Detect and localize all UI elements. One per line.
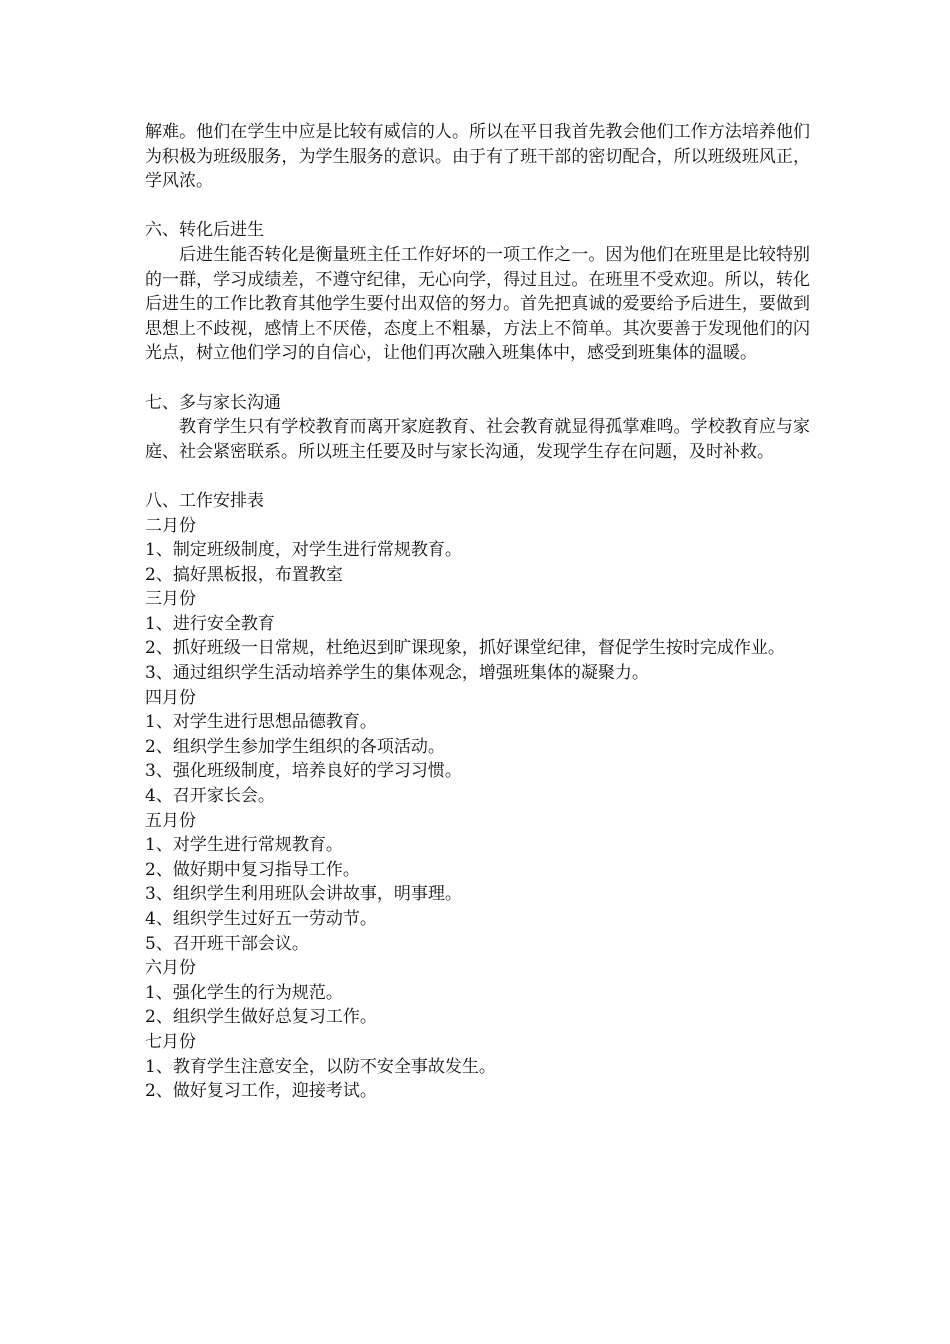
intro-paragraph: 解难。他们在学生中应是比较有威信的人。所以在平日我首先教会他们工作方法培养他们为积极为班级服务，为学生服务的意识。由于有了班干部的密切配合，所以班级班风正，学风浓。 [145, 122, 810, 192]
schedule-item: 3、通过组织学生活动培养学生的集体观念，增强班集体的凝聚力。 [145, 663, 649, 684]
schedule-item: 2、做好期中复习指导工作。 [145, 859, 360, 880]
section-6-heading: 六、转化后进生 [145, 220, 264, 241]
schedule-june [145, 956, 810, 1030]
schedule-item: 2、抓好班级一日常规，杜绝迟到旷课现象，抓好课堂纪律，督促学生按时完成作业。 [145, 638, 785, 659]
schedule-item: 2、搞好黑板报，布置教室 [145, 564, 343, 585]
month-label: 五月份 [145, 810, 196, 831]
schedule-march [145, 587, 810, 685]
month-label: 四月份 [145, 687, 196, 708]
schedule-item: 2、做好复习工作，迎接考试。 [145, 1081, 377, 1102]
schedule-item: 2、组织学生做好总复习工作。 [145, 1007, 377, 1028]
paragraph-gap [145, 464, 810, 489]
schedule-item: 1、对学生进行思想品德教育。 [145, 712, 377, 733]
month-label: 六月份 [145, 958, 196, 979]
schedule-february [145, 514, 810, 588]
schedule-april [145, 686, 810, 809]
schedule-item: 4、召开家长会。 [145, 786, 275, 807]
month-label: 七月份 [145, 1031, 196, 1052]
schedule-item: 1、教育学生注意安全，以防不安全事故发生。 [145, 1056, 496, 1077]
section-6-paragraph: 后进生能否转化是衡量班主任工作好坏的一项工作之一。因为他们在班里是比较特别的一群，学习成绩差，不遵守纪律，无心向学，得过且过。在班里不受欢迎。所以，转化后进生的工作比教育其他学生要付出双倍的努力。首先把真诚的爱要给予后进生，要做到思想上不歧视，感情上不厌倦，态度上不粗暴，方法上不简单。其次要善于发现他们的闪光点，树立他们学习的自信心，让他们再次融入班集体中，感受到班集体的温暖。 [145, 244, 810, 364]
schedule-item: 1、强化学生的行为规范。 [145, 982, 343, 1003]
schedule-item: 5、召开班干部会议。 [145, 933, 309, 954]
schedule-item: 1、对学生进行常规教育。 [145, 835, 343, 856]
section-8-heading: 八、工作安排表 [145, 490, 264, 511]
document-page [145, 120, 810, 1104]
schedule-may [145, 809, 810, 957]
paragraph-gap [145, 366, 810, 391]
schedule-item: 3、强化班级制度，培养良好的学习习惯。 [145, 761, 462, 782]
paragraph-gap [145, 194, 810, 219]
month-label: 二月份 [145, 515, 196, 536]
schedule-item: 3、组织学生利用班队会讲故事，明事理。 [145, 884, 462, 905]
schedule-item: 2、组织学生参加学生组织的各项活动。 [145, 736, 445, 757]
schedule-item: 1、进行安全教育 [145, 613, 275, 634]
schedule-item: 4、组织学生过好五一劳动节。 [145, 909, 377, 929]
schedule-july [145, 1030, 810, 1104]
schedule-item: 1、制定班级制度，对学生进行常规教育。 [145, 540, 462, 561]
section-7-heading: 七、多与家长沟通 [145, 392, 281, 413]
month-label: 三月份 [145, 589, 196, 610]
section-7-paragraph: 教育学生只有学校教育而离开家庭教育、社会教育就显得孤掌难鸣。学校教育应与家庭、社会紧密联系。所以班主任要及时与家长沟通，发现学生存在问题，及时补救。 [145, 417, 810, 462]
